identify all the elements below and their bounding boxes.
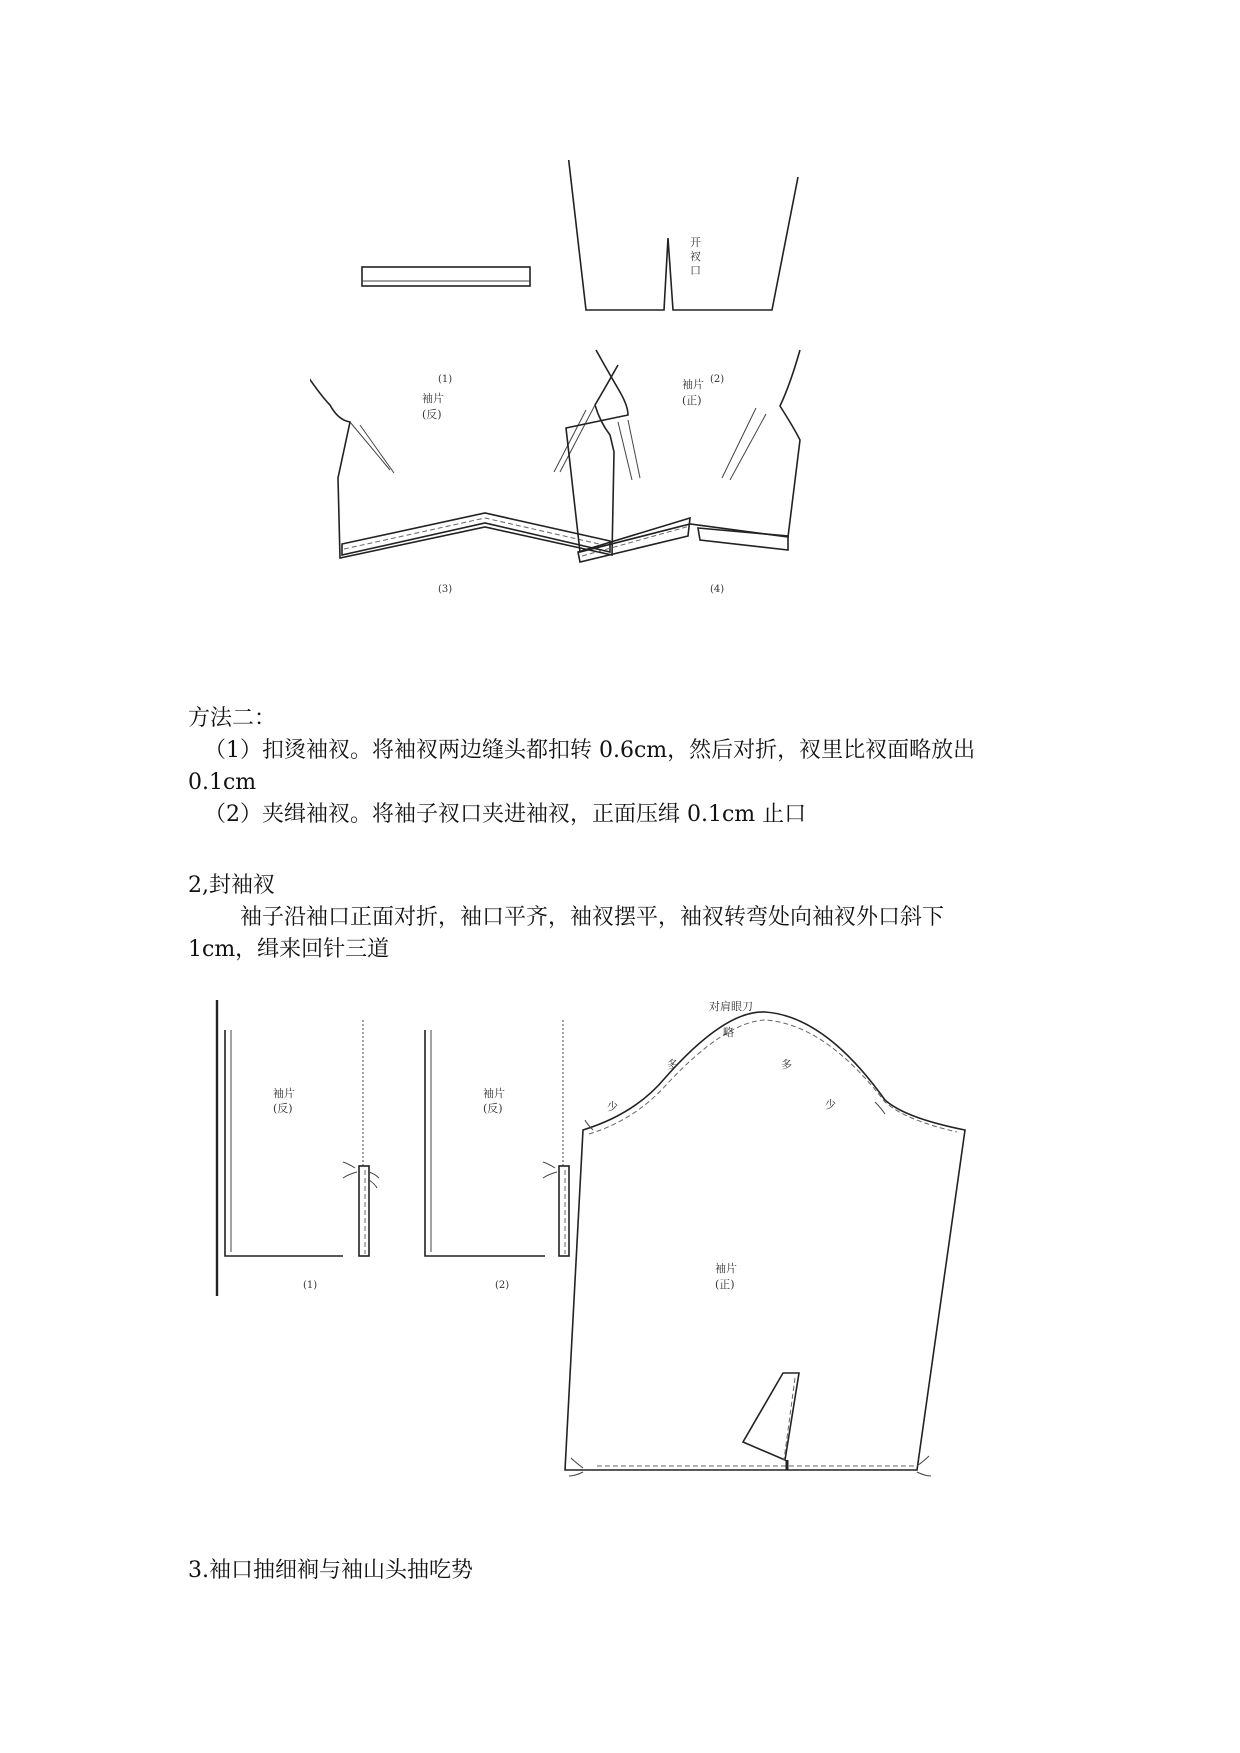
panel-4-sleeve-front: [566, 350, 800, 595]
method2-heading: 方法二：: [188, 706, 277, 731]
label-few-left: 少: [607, 1100, 618, 1113]
label-slit: 开衩口: [690, 236, 701, 277]
label-sleeve-back-side: (反): [422, 408, 442, 421]
seal-body-line2: 1cm，缉来回针三道: [188, 937, 390, 962]
label-shoulder-notch: 对肩眼刀: [709, 1000, 753, 1013]
seal-section: [188, 870, 1068, 966]
label-sleeve2-side: (反): [483, 1102, 503, 1115]
seal-heading: 2,封袖衩: [188, 873, 275, 898]
figure-placket-steps: [310, 160, 930, 680]
label-less: 略: [723, 1026, 734, 1039]
caption-b2: (2): [495, 1280, 510, 1291]
method2-step1-line1: （1）扣烫袖衩。将袖衩两边缝头都扣转 0.6cm，然后对折，衩里比衩面略放出: [204, 738, 976, 763]
caption-4: (4): [710, 584, 725, 595]
caption-b1: (1): [303, 1280, 318, 1291]
panel-1-placket-strip: [362, 267, 530, 385]
label-sleeve-back: 袖片: [422, 392, 444, 405]
panel-2-sleeve-slit: [568, 160, 798, 385]
caption-3: (3): [438, 584, 453, 595]
gather-heading: 3.袖口抽细裥与袖山头抽吃势: [188, 1558, 473, 1583]
panel-2-fold: [425, 1020, 569, 1291]
panel-1-fold: [217, 1000, 379, 1296]
label-sleeve1-side: (反): [273, 1102, 293, 1115]
label-sleeve-big-side: (正): [715, 1278, 735, 1291]
label-sleeve2: 袖片: [483, 1087, 505, 1100]
gather-section: [188, 1555, 1068, 1587]
label-few-right: 少: [825, 1098, 836, 1111]
label-sleeve-front-side: (正): [682, 394, 702, 407]
seal-body-line1: 袖子沿袖口正面对折，袖口平齐，袖衩摆平，袖衩转弯处向袖衩外口斜下: [240, 905, 945, 930]
label-sleeve1: 袖片: [273, 1087, 295, 1100]
panel-big-sleeve: [565, 999, 965, 1476]
caption-2: (2): [710, 374, 725, 385]
method2-step1-line2: 0.1cm: [188, 770, 257, 795]
label-sleeve-big: 袖片: [715, 1262, 737, 1275]
figure-seal-steps: [205, 990, 1000, 1540]
method2-section: [188, 703, 1068, 831]
label-more-right: 多: [781, 1058, 792, 1071]
label-sleeve-front: 袖片: [682, 378, 704, 391]
method2-step2: （2）夹缉袖衩。将袖子衩口夹进袖衩，正面压缉 0.1cm 止口: [204, 802, 807, 827]
caption-1: (1): [438, 374, 453, 385]
label-more-left: 多: [667, 1058, 678, 1071]
